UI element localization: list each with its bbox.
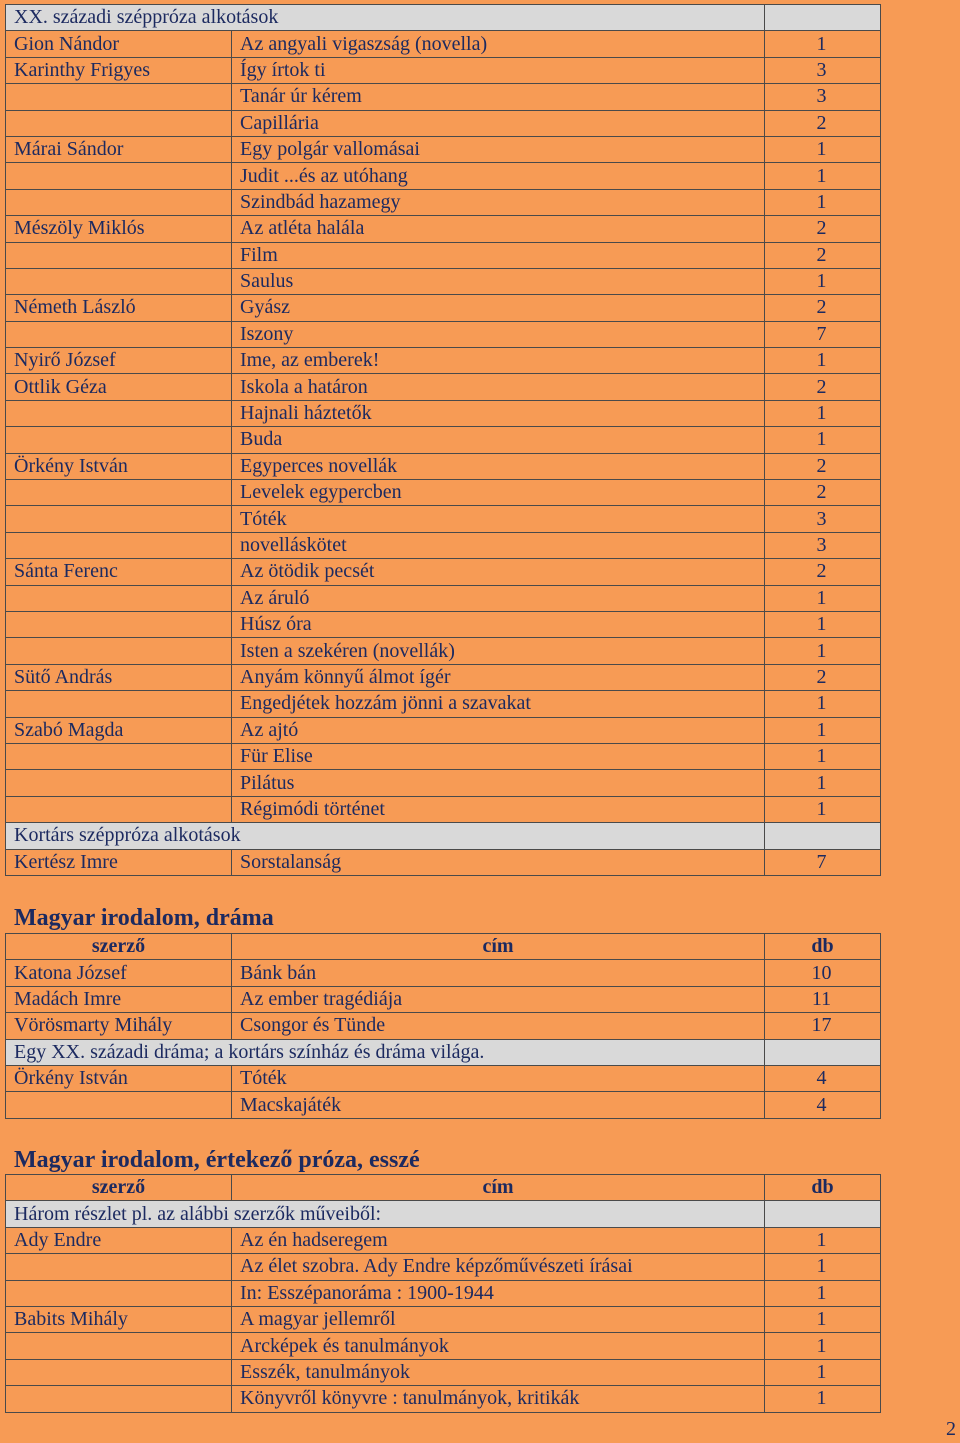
title-cell: Ime, az emberek! xyxy=(232,348,765,374)
count-cell xyxy=(765,849,881,875)
author-cell xyxy=(6,242,232,268)
count-cell xyxy=(765,691,881,717)
count-cell xyxy=(765,1013,881,1039)
count-cell-value: 1 xyxy=(816,1281,827,1304)
prose-table xyxy=(5,4,881,876)
count-cell xyxy=(765,242,881,268)
count-cell-value: 1 xyxy=(816,428,827,451)
author-cell xyxy=(6,84,232,110)
count-cell-value: 1 xyxy=(816,270,827,293)
title-cell: Az ötödik pecsét xyxy=(232,559,765,585)
author-cell: Sánta Ferenc xyxy=(6,559,232,585)
count-cell-value: 2 xyxy=(816,454,827,477)
section-row-xx-century-prose xyxy=(6,5,881,31)
author-cell xyxy=(6,691,232,717)
count-cell-value: 10 xyxy=(811,961,832,984)
author-cell xyxy=(6,1386,232,1412)
essay-table xyxy=(5,1174,881,1413)
table-row xyxy=(6,480,881,506)
table-row xyxy=(6,321,881,347)
count-cell-value: 1 xyxy=(816,32,827,55)
count-cell-value: 1 xyxy=(816,692,827,715)
count-cell-value: 3 xyxy=(816,85,827,108)
title-header: cím xyxy=(232,1175,765,1201)
section-row-contemporary-prose xyxy=(6,823,881,849)
count-cell xyxy=(765,559,881,585)
title-cell: Esszék, tanulmányok xyxy=(232,1359,765,1385)
author-cell: Ady Endre xyxy=(6,1227,232,1253)
author-cell: Márai Sándor xyxy=(6,136,232,162)
count-cell xyxy=(765,506,881,532)
author-cell: Mészöly Miklós xyxy=(6,216,232,242)
author-cell: Nyirő József xyxy=(6,348,232,374)
author-cell xyxy=(6,1092,232,1118)
table-row xyxy=(6,1333,881,1359)
title-cell: Régimódi történet xyxy=(232,796,765,822)
author-cell: Szabó Magda xyxy=(6,717,232,743)
section-row-xx-century-drama-label: Egy XX. századi dráma; a kortárs színház és dráma világa. xyxy=(6,1039,765,1065)
count-cell xyxy=(765,268,881,294)
count-cell xyxy=(765,717,881,743)
count-cell xyxy=(765,796,881,822)
table-row xyxy=(6,268,881,294)
table-row xyxy=(6,1254,881,1280)
author-cell xyxy=(6,1359,232,1385)
title-cell: Film xyxy=(232,242,765,268)
title-cell: Könyvről könyvre : tanulmányok, kritikák xyxy=(232,1386,765,1412)
title-cell: Az áruló xyxy=(232,585,765,611)
title-cell: Szindbád hazamegy xyxy=(232,189,765,215)
table-row xyxy=(6,1227,881,1253)
author-cell xyxy=(6,400,232,426)
table-row xyxy=(6,960,881,986)
table-row xyxy=(6,31,881,57)
table-row xyxy=(6,986,881,1012)
author-cell xyxy=(6,743,232,769)
count-cell xyxy=(765,1280,881,1306)
title-cell: Buda xyxy=(232,427,765,453)
title-cell: Capillária xyxy=(232,110,765,136)
title-cell: Hajnali háztetők xyxy=(232,400,765,426)
count-cell xyxy=(765,453,881,479)
table-row xyxy=(6,743,881,769)
author-cell xyxy=(6,163,232,189)
count-cell-value: 2 xyxy=(816,296,827,319)
count-cell-value: 1 xyxy=(816,402,827,425)
count-cell-value: 1 xyxy=(816,1387,827,1410)
title-header: cím xyxy=(232,934,765,960)
count-cell xyxy=(765,1306,881,1332)
table-row xyxy=(6,1359,881,1385)
title-cell: Sorstalanság xyxy=(232,849,765,875)
count-cell-value: 2 xyxy=(816,111,827,134)
title-cell: Anyám könnyű álmot ígér xyxy=(232,664,765,690)
author-cell xyxy=(6,268,232,294)
author-cell: Vörösmarty Mihály xyxy=(6,1013,232,1039)
count-cell-value: 3 xyxy=(816,534,827,556)
count-cell-value: 1 xyxy=(816,613,827,636)
count-cell-value: 1 xyxy=(816,1334,827,1357)
count-cell-value: 11 xyxy=(811,987,832,1010)
count-cell-value: 2 xyxy=(816,665,827,688)
count-cell xyxy=(765,743,881,769)
table-row xyxy=(6,1280,881,1306)
title-cell: Judit ...és az utóhang xyxy=(232,163,765,189)
author-cell: Babits Mihály xyxy=(6,1306,232,1332)
count-cell xyxy=(765,163,881,189)
count-cell-value: 3 xyxy=(816,58,827,81)
author-cell xyxy=(6,532,232,558)
table-row xyxy=(6,796,881,822)
title-cell: Az ember tragédiája xyxy=(232,986,765,1012)
count-cell-value: 1 xyxy=(816,138,827,161)
title-cell: Így írtok ti xyxy=(232,57,765,83)
count-cell-value: 1 xyxy=(816,1308,827,1331)
count-cell-value: 2 xyxy=(816,375,827,398)
table-row xyxy=(6,717,881,743)
count-cell xyxy=(765,136,881,162)
column-header-row xyxy=(6,934,881,960)
count-cell-value: 1 xyxy=(816,745,827,768)
title-cell: Csongor és Tünde xyxy=(232,1013,765,1039)
count-cell xyxy=(765,664,881,690)
count-cell xyxy=(765,986,881,1012)
table-row xyxy=(6,770,881,796)
author-cell: Örkény István xyxy=(6,453,232,479)
title-cell: Az élet szobra. Ady Endre képzőművészeti írásai xyxy=(232,1254,765,1280)
table-row xyxy=(6,163,881,189)
title-cell: Arcképek és tanulmányok xyxy=(232,1333,765,1359)
count-cell-value: 2 xyxy=(816,217,827,240)
count-cell-value: 1 xyxy=(816,586,827,609)
author-cell xyxy=(6,611,232,637)
count-cell-value: 2 xyxy=(816,560,827,583)
title-cell: Iszony xyxy=(232,321,765,347)
author-cell: Madách Imre xyxy=(6,986,232,1012)
title-cell: novelláskötet xyxy=(232,532,765,558)
table-row xyxy=(6,427,881,453)
title-cell: Für Elise xyxy=(232,743,765,769)
count-cell-value: 7 xyxy=(816,322,827,345)
count-cell-value: 1 xyxy=(816,349,827,372)
section-row-contemporary-prose-label: Kortárs széppróza alkotások xyxy=(6,823,765,849)
table-row xyxy=(6,216,881,242)
table-row xyxy=(6,400,881,426)
table-row xyxy=(6,1386,881,1412)
title-cell: Iskola a határon xyxy=(232,374,765,400)
title-cell: Egy polgár vallomásai xyxy=(232,136,765,162)
count-cell xyxy=(765,374,881,400)
table-row xyxy=(6,57,881,83)
count-cell xyxy=(765,189,881,215)
count-cell-value: 4 xyxy=(816,1067,827,1090)
count-cell xyxy=(765,770,881,796)
section-row-xx-century-prose-empty-cell xyxy=(765,5,881,31)
essay-heading: Magyar irodalom, értekező próza, esszé xyxy=(14,1147,420,1173)
count-cell-value: 17 xyxy=(811,1014,832,1037)
title-cell: A magyar jellemről xyxy=(232,1306,765,1332)
count-cell xyxy=(765,611,881,637)
author-cell xyxy=(6,189,232,215)
title-cell: Az atléta halála xyxy=(232,216,765,242)
title-cell: Engedjétek hozzám jönni a szavakat xyxy=(232,691,765,717)
count-cell xyxy=(765,480,881,506)
author-cell xyxy=(6,770,232,796)
page-number: 2 xyxy=(946,1418,956,1440)
count-cell xyxy=(765,31,881,57)
count-cell xyxy=(765,110,881,136)
title-cell: Húsz óra xyxy=(232,611,765,637)
table-row xyxy=(6,136,881,162)
count-cell-value: 1 xyxy=(816,190,827,213)
count-cell xyxy=(765,321,881,347)
count-cell-value: 1 xyxy=(816,1228,827,1251)
section-row-xx-century-prose-label: XX. századi széppróza alkotások xyxy=(6,5,765,31)
table-row xyxy=(6,84,881,110)
title-cell: Az ajtó xyxy=(232,717,765,743)
author-header: szerző xyxy=(6,934,232,960)
section-row-essay-excerpts-empty-cell xyxy=(765,1201,881,1227)
table-row xyxy=(6,295,881,321)
count-cell xyxy=(765,427,881,453)
author-cell xyxy=(6,1254,232,1280)
table-row xyxy=(6,691,881,717)
count-cell xyxy=(765,1065,881,1091)
author-cell xyxy=(6,321,232,347)
table-row xyxy=(6,585,881,611)
title-cell: Pilátus xyxy=(232,770,765,796)
table-row xyxy=(6,348,881,374)
count-cell xyxy=(765,1254,881,1280)
section-row-xx-century-drama xyxy=(6,1039,881,1065)
title-cell: Levelek egypercben xyxy=(232,480,765,506)
author-cell xyxy=(6,427,232,453)
title-cell: Tanár úr kérem xyxy=(232,84,765,110)
author-cell xyxy=(6,480,232,506)
table-row xyxy=(6,559,881,585)
title-cell: Tóték xyxy=(232,1065,765,1091)
author-cell: Ottlik Géza xyxy=(6,374,232,400)
count-cell xyxy=(765,348,881,374)
count-cell xyxy=(765,1386,881,1412)
count-cell xyxy=(765,1227,881,1253)
count-cell-value: 1 xyxy=(816,718,827,741)
count-cell-value: 2 xyxy=(816,481,827,504)
count-cell-value: 4 xyxy=(816,1093,827,1116)
count-cell xyxy=(765,400,881,426)
count-cell-value: 3 xyxy=(816,507,827,530)
title-cell: In: Esszépanoráma : 1900-1944 xyxy=(232,1280,765,1306)
count-cell xyxy=(765,57,881,83)
section-row-essay-excerpts-label: Három részlet pl. az alábbi szerzők műveiből: xyxy=(6,1201,765,1227)
author-cell xyxy=(6,585,232,611)
count-cell xyxy=(765,216,881,242)
table-row xyxy=(6,506,881,532)
count-cell xyxy=(765,84,881,110)
count-cell xyxy=(765,638,881,664)
column-header-row xyxy=(6,1175,881,1201)
title-cell: Isten a szekéren (novellák) xyxy=(232,638,765,664)
count-header: db xyxy=(765,1175,881,1201)
author-cell: Örkény István xyxy=(6,1065,232,1091)
author-cell: Gion Nándor xyxy=(6,31,232,57)
table-row xyxy=(6,110,881,136)
author-header: szerző xyxy=(6,1175,232,1201)
author-cell xyxy=(6,506,232,532)
count-cell xyxy=(765,1092,881,1118)
section-row-xx-century-drama-empty-cell xyxy=(765,1039,881,1065)
count-header: db xyxy=(765,934,881,960)
drama-heading: Magyar irodalom, dráma xyxy=(14,905,274,931)
count-cell xyxy=(765,532,881,558)
count-cell-value: 1 xyxy=(816,1255,827,1278)
count-cell-value: 1 xyxy=(816,771,827,794)
table-row xyxy=(6,242,881,268)
title-cell: Macskajáték xyxy=(232,1092,765,1118)
section-row-contemporary-prose-empty-cell xyxy=(765,823,881,849)
count-cell-value: 1 xyxy=(816,639,827,662)
count-cell xyxy=(765,585,881,611)
table-row xyxy=(6,453,881,479)
count-cell xyxy=(765,295,881,321)
count-cell-value: 1 xyxy=(816,164,827,187)
title-cell: Tóték xyxy=(232,506,765,532)
title-cell: Gyász xyxy=(232,295,765,321)
author-cell: Karinthy Frigyes xyxy=(6,57,232,83)
table-row xyxy=(6,638,881,664)
author-cell xyxy=(6,796,232,822)
table-row xyxy=(6,1092,881,1118)
count-cell xyxy=(765,1359,881,1385)
table-row xyxy=(6,532,881,558)
author-cell xyxy=(6,1280,232,1306)
drama-table xyxy=(5,933,881,1119)
author-cell: Sütő András xyxy=(6,664,232,690)
author-cell: Katona József xyxy=(6,960,232,986)
table-row xyxy=(6,1013,881,1039)
author-cell xyxy=(6,1333,232,1359)
table-row xyxy=(6,849,881,875)
title-cell: Saulus xyxy=(232,268,765,294)
table-row xyxy=(6,664,881,690)
table-row xyxy=(6,189,881,215)
table-row xyxy=(6,374,881,400)
count-cell-value: 7 xyxy=(816,850,827,873)
author-cell xyxy=(6,638,232,664)
title-cell: Egyperces novellák xyxy=(232,453,765,479)
title-cell: Az angyali vigaszság (novella) xyxy=(232,31,765,57)
title-cell: Az én hadseregem xyxy=(232,1227,765,1253)
table-row xyxy=(6,611,881,637)
count-cell xyxy=(765,960,881,986)
title-cell: Bánk bán xyxy=(232,960,765,986)
author-cell xyxy=(6,110,232,136)
count-cell-value: 2 xyxy=(816,243,827,266)
table-row xyxy=(6,1306,881,1332)
count-cell-value: 1 xyxy=(816,1360,827,1383)
section-row-essay-excerpts xyxy=(6,1201,881,1227)
author-cell: Kertész Imre xyxy=(6,849,232,875)
count-cell-value: 1 xyxy=(816,797,827,820)
table-row xyxy=(6,1065,881,1091)
count-cell xyxy=(765,1333,881,1359)
author-cell: Németh László xyxy=(6,295,232,321)
